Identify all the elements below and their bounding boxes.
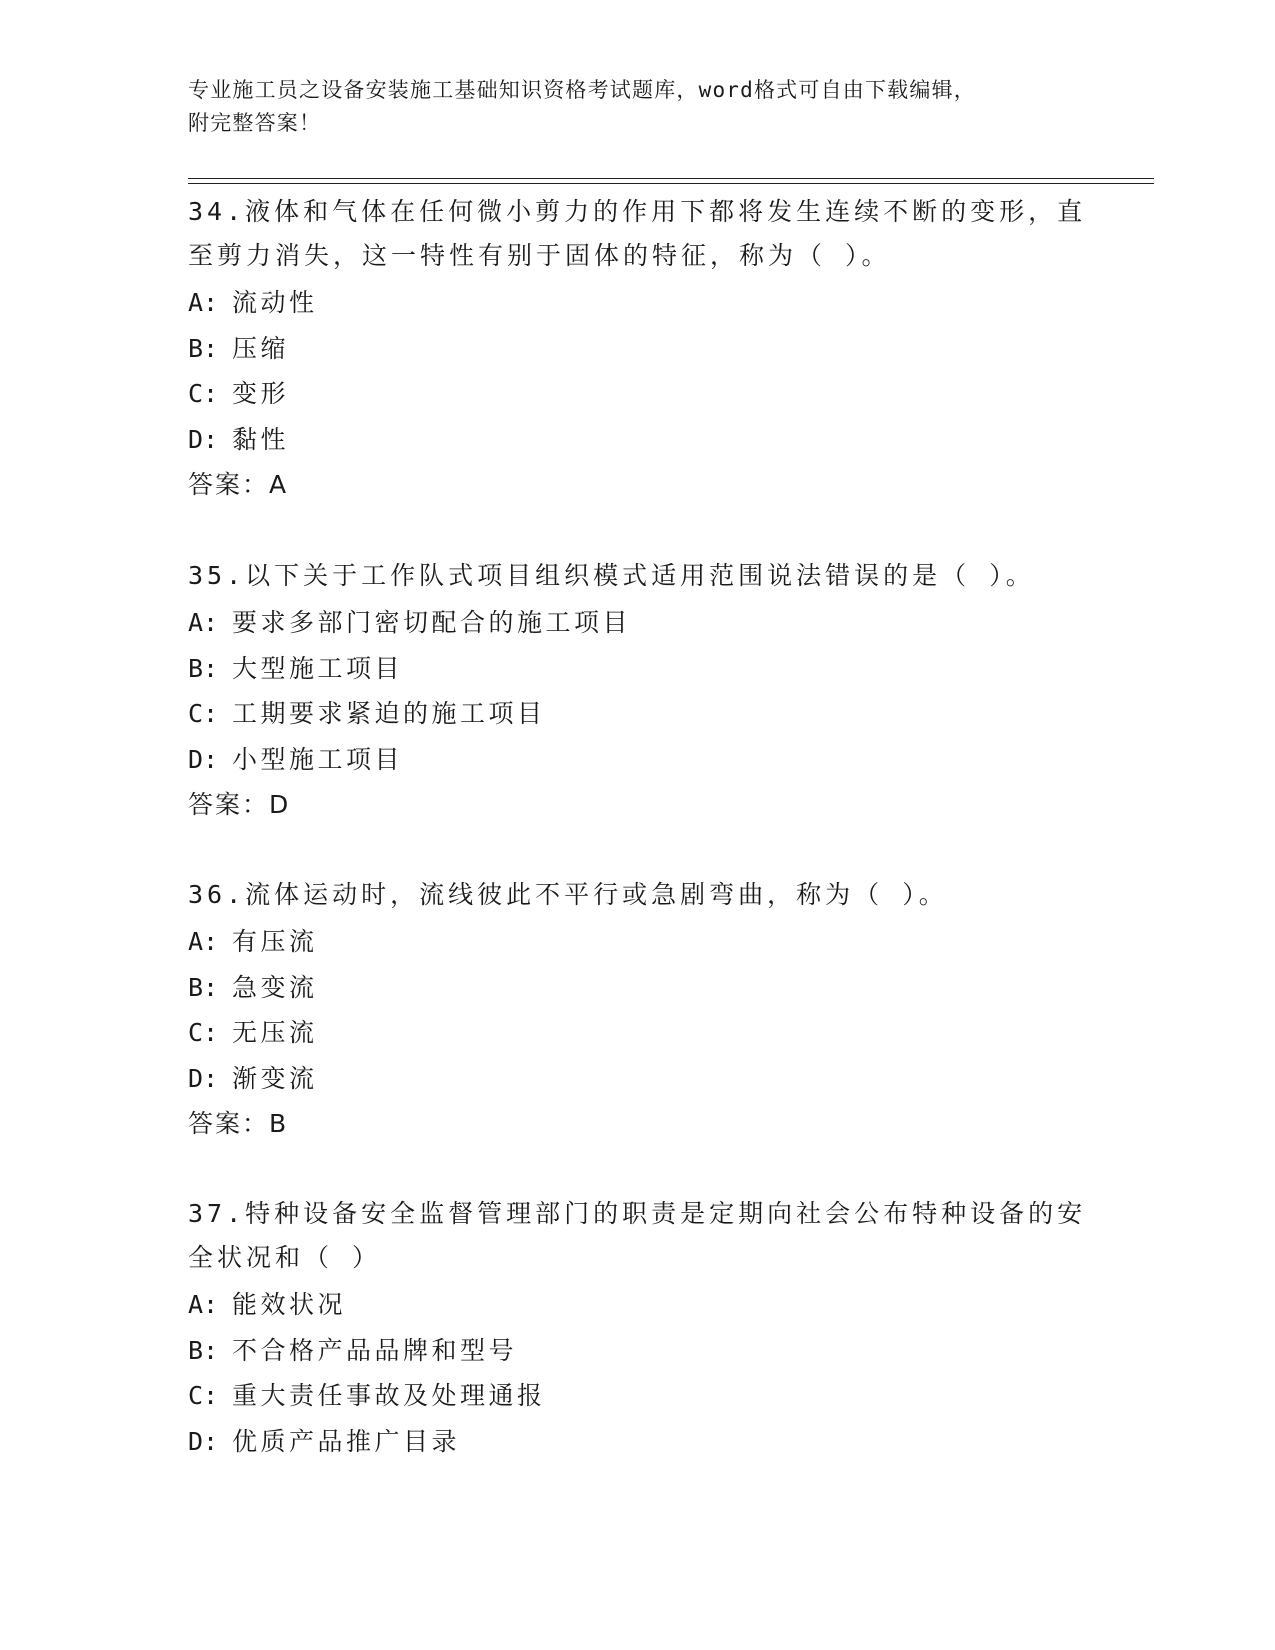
- option-text: 有压流: [232, 927, 318, 956]
- option-d: [188, 1056, 1088, 1102]
- option-key: D:: [188, 424, 219, 454]
- option-d: [188, 1419, 1088, 1465]
- option-key: D:: [188, 1426, 219, 1456]
- option-c: [188, 371, 1088, 417]
- option-text: 变形: [232, 379, 290, 408]
- option-text: 黏性: [232, 424, 290, 454]
- option-key: A:: [188, 927, 219, 956]
- option-b: [188, 646, 1088, 692]
- option-d: [188, 417, 1088, 463]
- option-key: B:: [188, 1335, 219, 1365]
- option-b: [188, 965, 1088, 1011]
- option-b: [188, 1328, 1088, 1374]
- option-text: 渐变流: [232, 1063, 318, 1093]
- option-text: 要求多部门密切配合的施工项目: [232, 608, 632, 637]
- option-a: [188, 919, 1088, 965]
- option-text: 能效状况: [232, 1290, 347, 1319]
- option-key: C:: [188, 1018, 219, 1047]
- option-key: A:: [188, 288, 219, 317]
- option-text: 小型施工项目: [232, 744, 404, 774]
- question-35: [188, 554, 1088, 827]
- option-key: A:: [188, 1290, 219, 1319]
- header-divider-bottom: [188, 183, 1154, 184]
- option-key: B:: [188, 972, 219, 1002]
- option-text: 流动性: [232, 288, 318, 317]
- question-stem: 35.以下关于工作队式项目组织模式适用范围说法错误的是（ ）。: [188, 561, 1035, 590]
- option-text: 优质产品推广目录: [232, 1426, 461, 1456]
- option-key: C:: [188, 1381, 219, 1410]
- question-stem: 36.流体运动时，流线彼此不平行或急剧弯曲，称为（ ）。: [188, 880, 948, 909]
- option-key: B:: [188, 653, 219, 683]
- option-a: [188, 280, 1088, 326]
- option-text: 大型施工项目: [232, 653, 404, 683]
- option-c: [188, 691, 1088, 737]
- question-stem: 34.液体和气体在任何微小剪力的作用下都将发生连续不断的变形，直至剪力消失，这一特性有别于固体的特征，称为（ ）。: [188, 197, 1087, 270]
- option-text: 工期要求紧迫的施工项目: [232, 699, 546, 728]
- option-key: D:: [188, 744, 219, 774]
- option-key: C:: [188, 699, 219, 728]
- header-divider-top: [188, 178, 1154, 179]
- document-header: [188, 74, 1088, 140]
- option-b: [188, 326, 1088, 372]
- header-line-1: 专业施工员之设备安装施工基础知识资格考试题库，word格式可自由下载编辑，: [188, 78, 976, 102]
- option-text: 重大责任事故及处理通报: [232, 1381, 546, 1410]
- answer-text: 答案：A: [188, 470, 289, 499]
- option-c: [188, 1373, 1088, 1419]
- option-text: 压缩: [232, 333, 290, 363]
- option-key: C:: [188, 379, 219, 408]
- option-text: 急变流: [232, 972, 318, 1002]
- option-a: [188, 1282, 1088, 1328]
- option-text: 无压流: [232, 1018, 318, 1047]
- option-d: [188, 737, 1088, 783]
- header-line-2: 附完整答案！: [188, 111, 322, 135]
- option-key: A:: [188, 608, 219, 637]
- question-36: [188, 873, 1088, 1146]
- question-stem: 37.特种设备安全监督管理部门的职责是定期向社会公布特种设备的安全状况和（ ）: [188, 1199, 1087, 1272]
- option-key: B:: [188, 333, 219, 363]
- question-34: [188, 190, 1088, 507]
- option-a: [188, 600, 1088, 646]
- answer-text: 答案：D: [188, 790, 291, 819]
- question-37: [188, 1192, 1088, 1464]
- option-c: [188, 1010, 1088, 1056]
- answer-text: 答案：B: [188, 1109, 289, 1138]
- option-key: D:: [188, 1063, 219, 1093]
- option-text: 不合格产品品牌和型号: [232, 1335, 518, 1365]
